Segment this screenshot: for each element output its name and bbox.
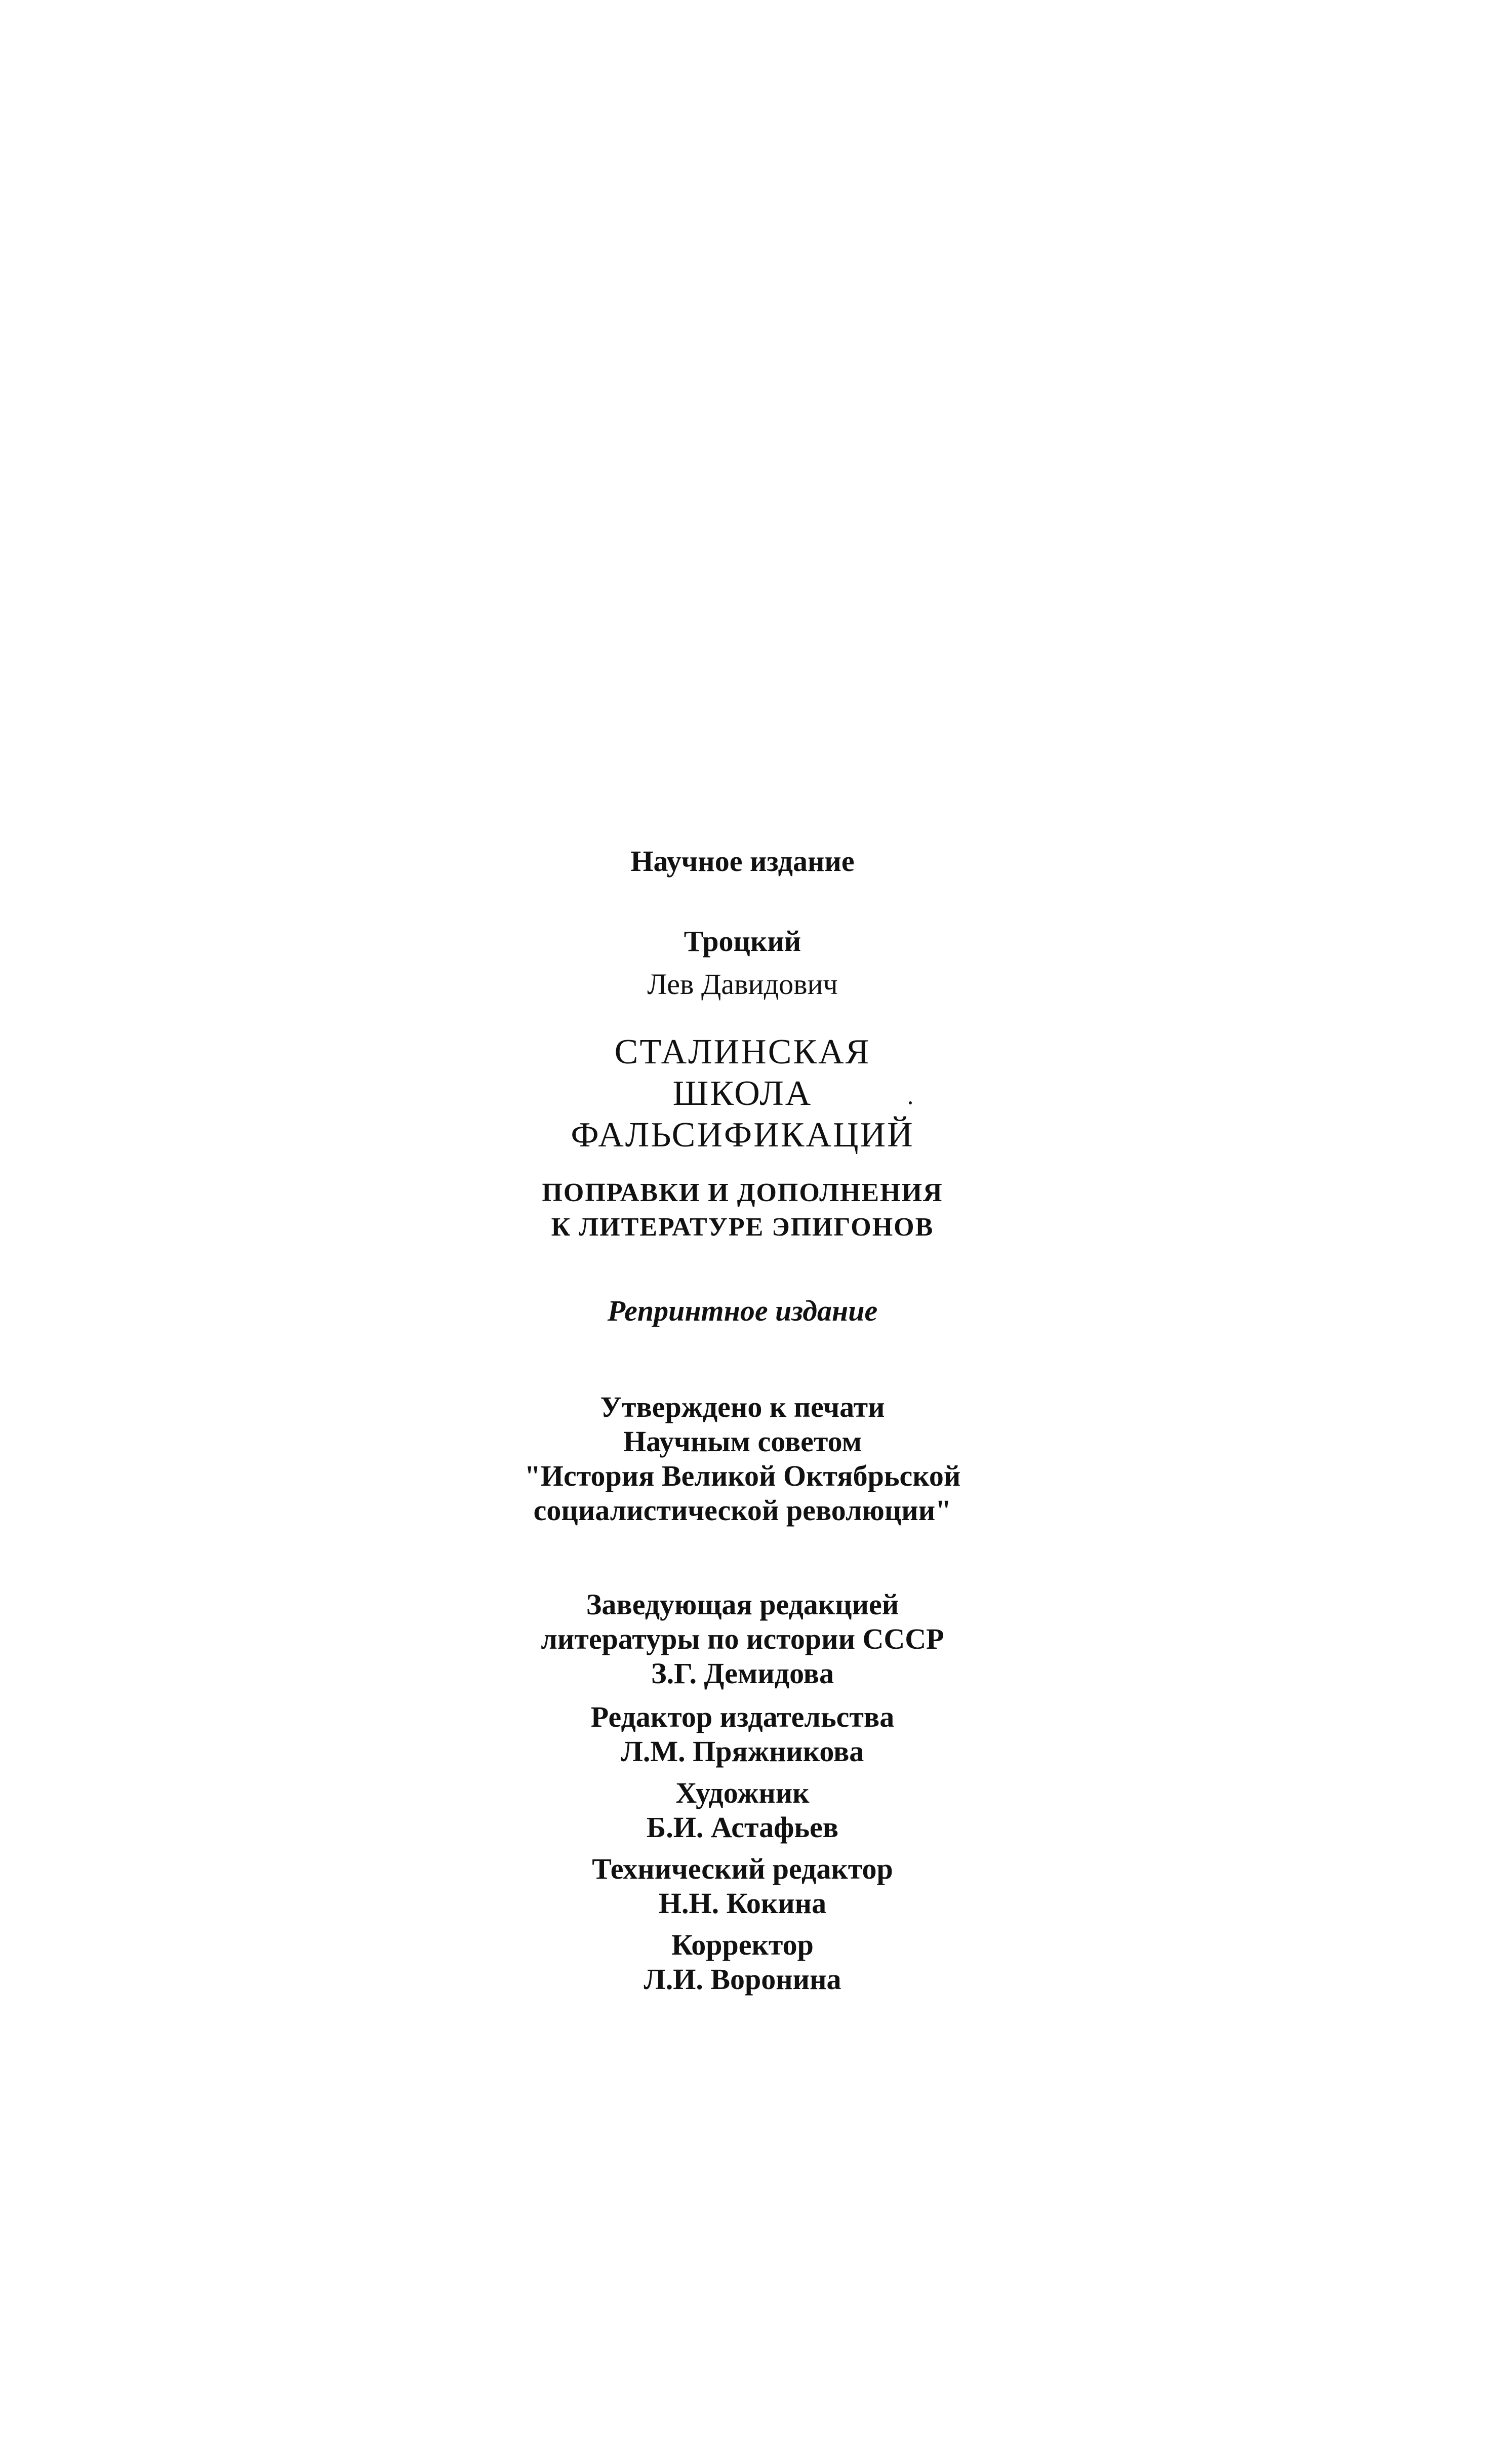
reprint-note: Репринтное издание (607, 1294, 878, 1327)
artist-name: Б.И. Астафьев (646, 1811, 839, 1844)
proofreader-name: Л.И. Воронина (644, 1963, 841, 1996)
approval-line-1: Утверждено к печати (600, 1390, 885, 1423)
book-subtitle-line-2: К ЛИТЕРАТУРЕ ЭПИГОНОВ (551, 1213, 934, 1242)
book-subtitle-line-1: ПОПРАВКИ И ДОПОЛНЕНИЯ (542, 1178, 943, 1207)
proofreader-role: Корректор (671, 1928, 814, 1961)
tech-editor-name: Н.Н. Кокина (658, 1887, 827, 1920)
author-surname: Троцкий (684, 925, 801, 958)
edition-type: Научное издание (630, 845, 855, 878)
head-editor-role-line-2: литературы по истории СССР (541, 1622, 944, 1655)
approval-line-2: Научным советом (623, 1425, 862, 1458)
tech-editor-role: Технический редактор (592, 1852, 893, 1885)
publisher-editor-name: Л.М. Пряжникова (621, 1735, 864, 1768)
book-title-line-1: СТАЛИНСКАЯ (614, 1032, 871, 1071)
head-editor-role-line-1: Заведующая редакцией (586, 1588, 899, 1621)
author-given-names: Лев Давидович (647, 968, 838, 1001)
publisher-editor-role: Редактор издательства (590, 1700, 895, 1733)
approval-line-4: социалистической революции" (533, 1494, 952, 1527)
book-title-line-3: ФАЛЬСИФИКАЦИЙ (571, 1116, 914, 1155)
book-title-line-2: ШКОЛА (672, 1074, 813, 1113)
approval-line-3: "История Великой Октябрьской (524, 1459, 961, 1492)
artist-role: Художник (675, 1776, 810, 1809)
print-speck (909, 1101, 912, 1104)
head-editor-name: З.Г. Демидова (651, 1657, 834, 1690)
